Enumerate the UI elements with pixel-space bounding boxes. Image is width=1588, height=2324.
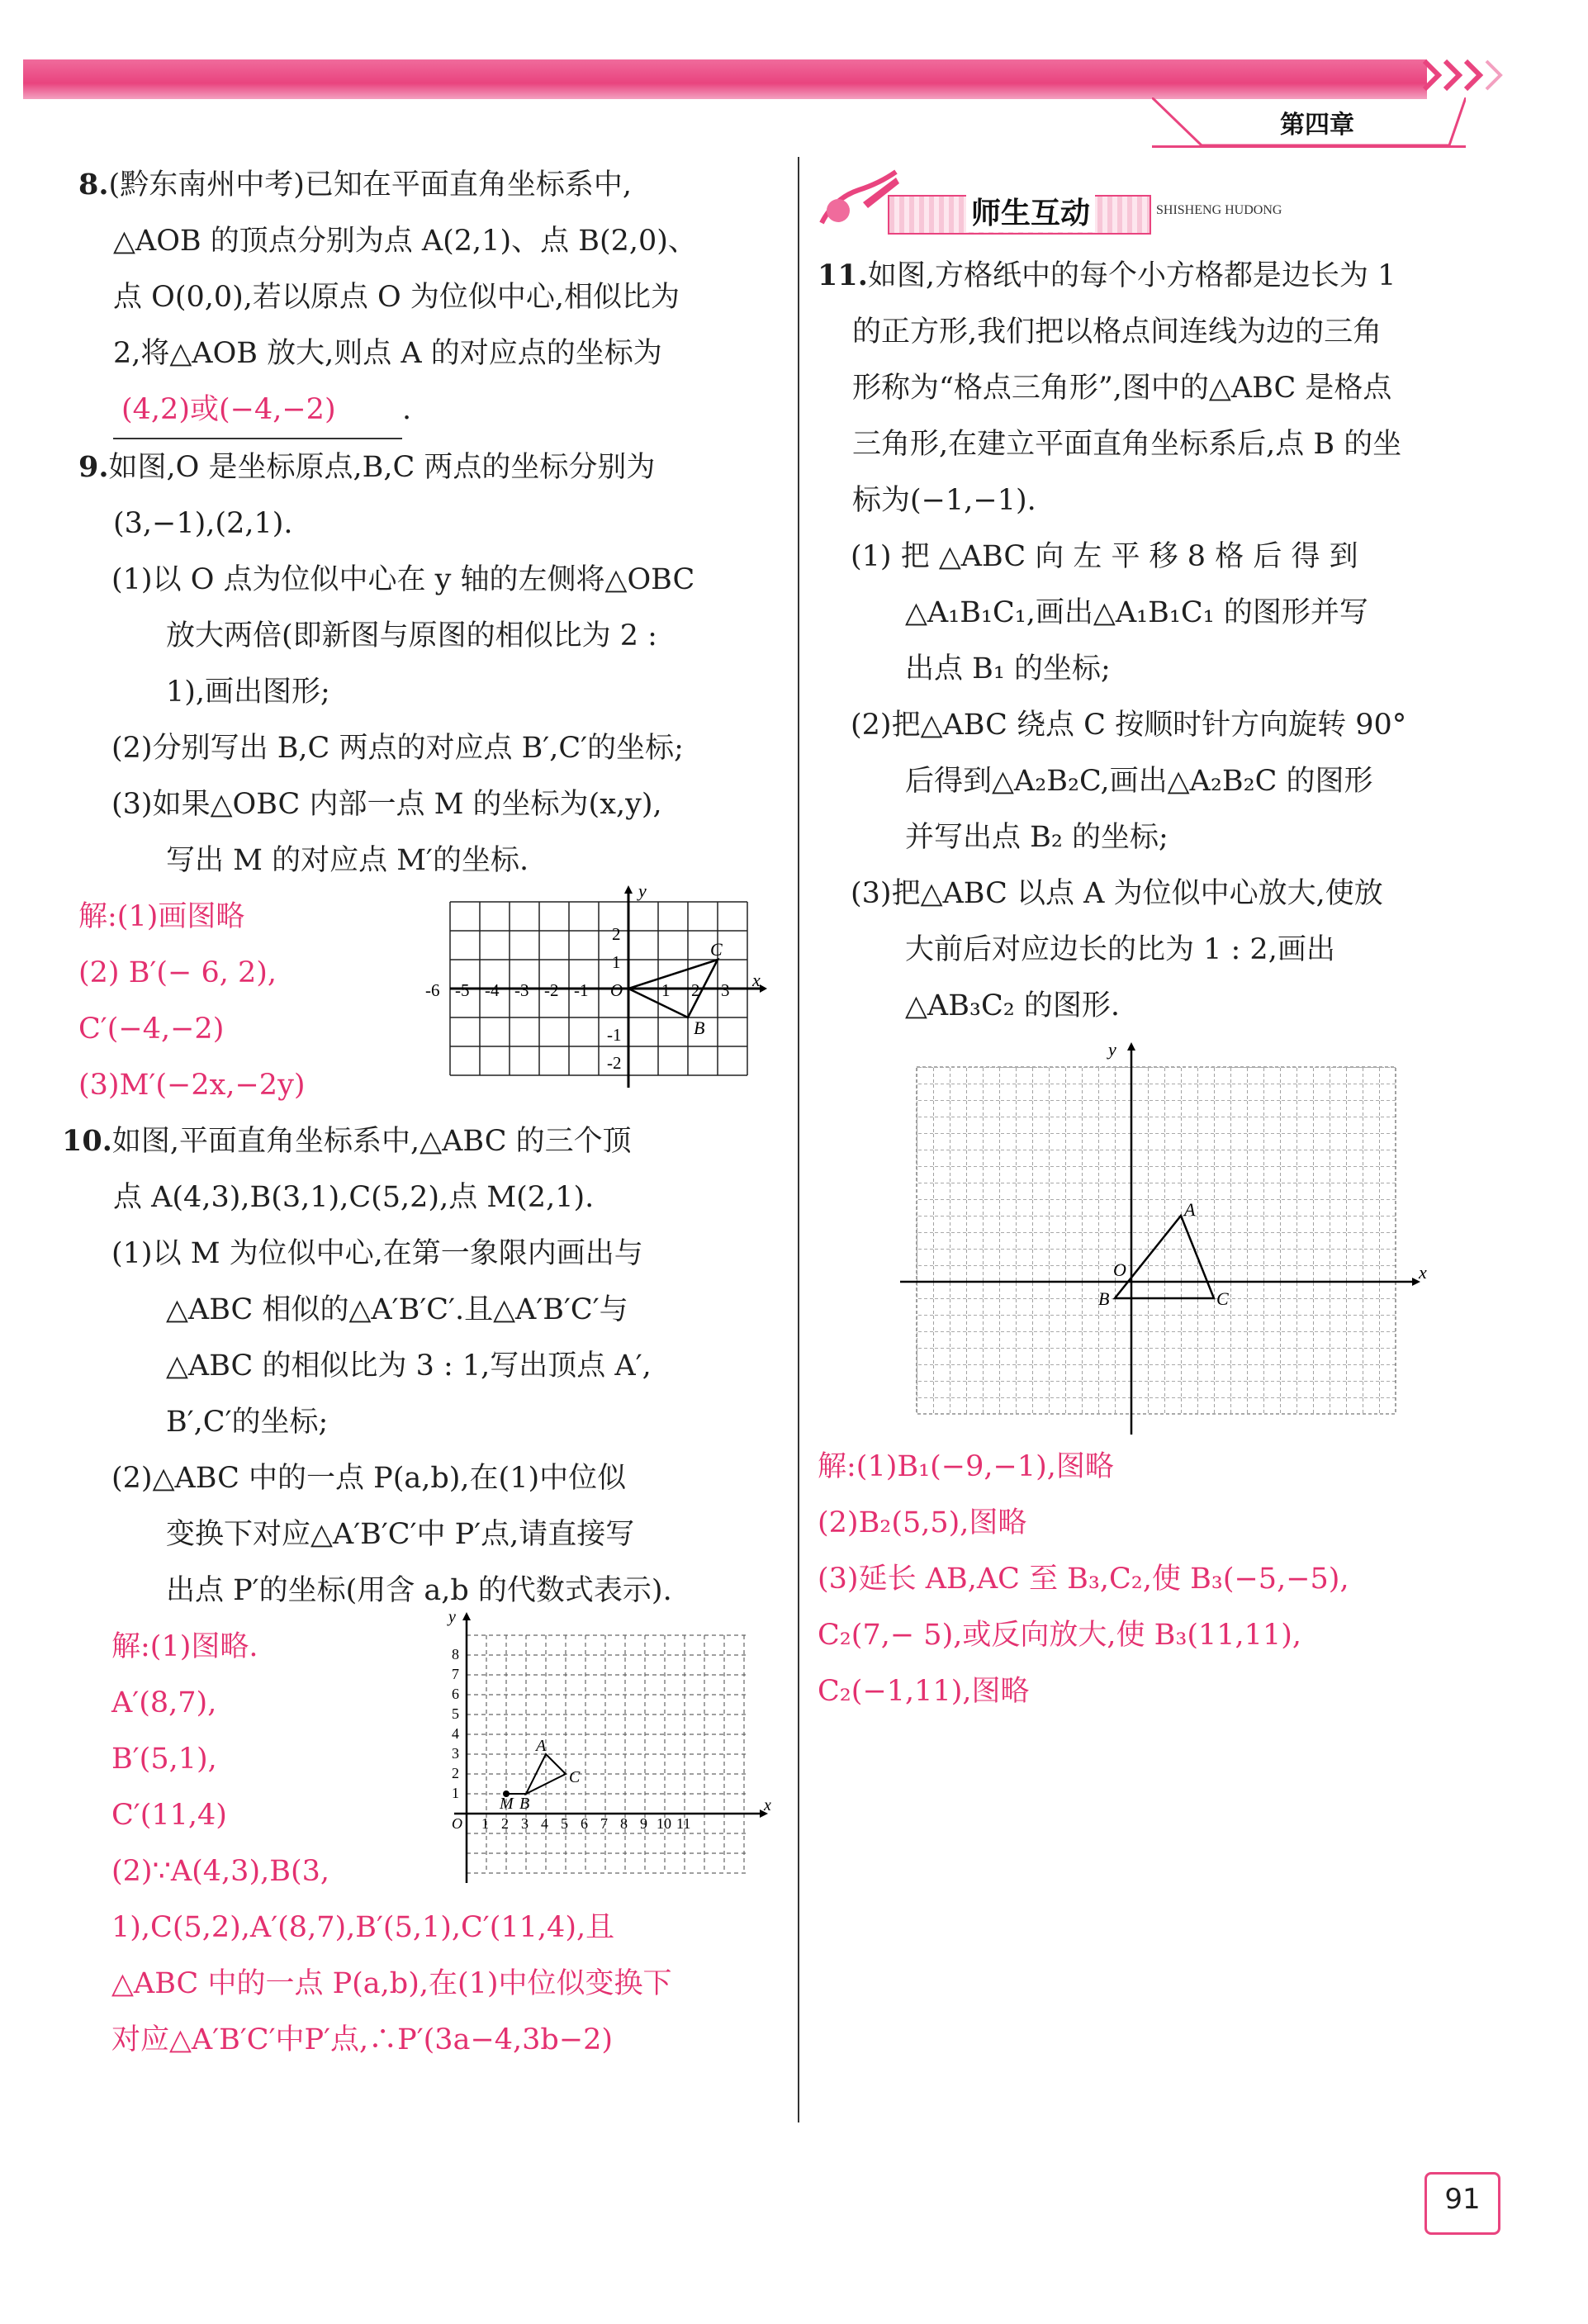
q9-number: 9.: [78, 450, 109, 484]
q9-xtick: -2: [544, 980, 559, 1000]
q10-xtick: 4: [541, 1815, 548, 1832]
q9-solution-4: (3)M′(−2x,−2y): [78, 1069, 306, 1102]
q9-part-3: (3)如果△OBC 内部一点 M 的坐标为(x,y),: [111, 788, 662, 821]
q9-solution-3: C′(−4,−2): [78, 1013, 225, 1046]
q9-xtick: 1: [661, 980, 671, 1000]
q11-part-1: (1) 把 △ABC 向 左 平 移 8 格 后 得 到: [851, 540, 1358, 573]
q8-line-3: 点 O(0,0),若以原点 O 为位似中心,相似比为: [113, 281, 680, 314]
q11-solution-5: C₂(−1,11),图略: [818, 1675, 1030, 1708]
q11-part-3: (3)把△ABC 以点 A 为位似中心放大,使放: [851, 877, 1383, 910]
q10-ytick: 8: [452, 1646, 459, 1662]
q10-ytick: 4: [452, 1725, 459, 1742]
q9-coordinate-graph: [425, 885, 772, 1108]
q10-ytick: 2: [452, 1765, 459, 1781]
q10-part-1-cont: △ABC 相似的△A′B′C′.且△A′B′C′与: [166, 1293, 628, 1326]
q10-solution-8: 对应△A′B′C′中P′点,∴P′(3a−4,3b−2): [111, 2023, 614, 2056]
q11-a-label: A: [1184, 1199, 1196, 1220]
right-column: [818, 248, 1507, 1719]
q8-answer: (4,2)或(−4,−2): [113, 382, 402, 439]
q10-coordinate-graph: [434, 1610, 780, 1891]
q10-a-label: A: [536, 1737, 547, 1755]
q10-xtick: 1: [481, 1815, 489, 1832]
q11-solution-1: 解:(1)B₁(−9,−1),图略: [818, 1450, 1114, 1483]
chapter-tab: [1152, 97, 1466, 148]
q9-part-3-cont: 写出 M 的对应点 M′的坐标.: [166, 844, 529, 877]
q10-part-1-cont2: △ABC 的相似比为 3 : 1,写出顶点 A′,: [166, 1349, 652, 1383]
q9-c-label: C: [710, 939, 723, 960]
header-band: [23, 59, 1427, 99]
q10-xtick: 11: [676, 1815, 691, 1832]
q8-number: 8.: [78, 168, 109, 202]
q9-part-2: (2)分别写出 B,C 两点的对应点 B′,C′的坐标;: [111, 732, 684, 765]
q11-x-label: x: [1419, 1262, 1427, 1283]
q9-ytick: 2: [612, 924, 621, 944]
q9-x-label: x: [752, 970, 761, 990]
section-banner: [813, 165, 1342, 240]
q11-y-label: y: [1108, 1042, 1116, 1060]
q8-answer-line: (4,2)或(−4,−2) .: [78, 382, 772, 439]
q10-solution-7: △ABC 中的一点 P(a,b),在(1)中位似变换下: [111, 1967, 672, 2000]
q10-part-2: (2)△ABC 中的一点 P(a,b),在(1)中位似: [111, 1462, 627, 1495]
q10-solution-4: C′(11,4): [111, 1799, 227, 1832]
q10-solution-3: B′(5,1),: [111, 1743, 217, 1776]
banner-title: 师生互动: [966, 190, 1095, 232]
q11-coordinate-graph: [900, 1042, 1445, 1439]
q10-line-1: 10.如图,平面直角坐标系中,△ABC 的三个顶: [62, 1124, 632, 1158]
q10-m-label: M: [500, 1795, 514, 1813]
q9-part-1-cont: 放大两倍(即新图与原图的相似比为 2 :: [166, 619, 657, 652]
page-number: 91: [1444, 2183, 1481, 2216]
q9-y-label: y: [638, 885, 647, 901]
q9-xtick: -5: [455, 980, 470, 1000]
q9-part-1: (1)以 O 点为位似中心在 y 轴的左侧将△OBC: [111, 563, 695, 596]
q9-line-1: 9.如图,O 是坐标原点,B,C 两点的坐标分别为: [78, 450, 656, 484]
q9-ytick: -1: [607, 1025, 622, 1045]
q10-part-1: (1)以 M 为位似中心,在第一象限内画出与: [111, 1237, 643, 1270]
q11-part-2: (2)把△ABC 绕点 C 按顺时针方向旋转 90°: [851, 709, 1407, 742]
q11-line-3: 形称为“格点三角形”,图中的△ABC 是格点: [852, 372, 1392, 405]
q10-xtick: 10: [657, 1815, 671, 1832]
question-8: [78, 157, 772, 439]
q10-xtick: 3: [521, 1815, 529, 1832]
q10-line-2: 点 A(4,3),B(3,1),C(5,2),点 M(2,1).: [113, 1181, 595, 1214]
q10-solution-2: A′(8,7),: [111, 1686, 217, 1719]
q11-solution-4: C₂(7,− 5),或反向放大,使 B₃(11,11),: [818, 1619, 1301, 1652]
q10-ytick: 7: [452, 1666, 459, 1682]
q10-y-label: y: [448, 1610, 456, 1626]
q11-part-1-cont2: 出点 B₁ 的坐标;: [905, 652, 1111, 685]
q9-solution-2: (2) B′(− 6, 2),: [78, 956, 277, 989]
q8-line-1: 8.(黔东南州中考)已知在平面直角坐标系中,: [78, 168, 632, 202]
q10-ytick: 1: [452, 1785, 459, 1801]
q9-xtick: 2: [691, 980, 700, 1000]
q10-xtick: 5: [561, 1815, 568, 1832]
q10-xtick: 7: [600, 1815, 608, 1832]
q9-part-1-cont2: 1),画出图形;: [166, 676, 330, 709]
q9-origin-label: O: [610, 980, 623, 1000]
question-9: [78, 439, 772, 1113]
left-column: [62, 157, 772, 2068]
q11-solution-2: (2)B₂(5,5),图略: [818, 1506, 1027, 1539]
q10-b-label: B: [519, 1795, 530, 1813]
q10-number: 10.: [62, 1124, 112, 1158]
q11-line-4: 三角形,在建立平面直角坐标系后,点 B 的坐: [852, 428, 1402, 461]
header-arrows-icon: [1420, 55, 1511, 96]
chapter-label: 第四章: [1280, 111, 1354, 140]
q10-xtick: 2: [501, 1815, 509, 1832]
q11-number: 11.: [818, 258, 868, 292]
q10-solution-block: [78, 1610, 772, 2068]
q11-line-1: 11.如图,方格纸中的每个小方格都是边长为 1: [818, 258, 1396, 292]
q10-xtick: 6: [581, 1815, 588, 1832]
q10-ytick: 6: [452, 1686, 459, 1702]
column-divider: [798, 157, 799, 2122]
q9-ytick: -2: [607, 1053, 622, 1073]
q9-xtick: -6: [425, 980, 440, 1000]
page-number-box: [1424, 2172, 1500, 2235]
q11-part-2-cont: 后得到△A₂B₂C,画出△A₂B₂C 的图形: [905, 765, 1373, 798]
q10-part-2-cont: 变换下对应△A′B′C′中 P′点,请直接写: [166, 1518, 635, 1551]
q10-part-1-cont3: B′,C′的坐标;: [166, 1406, 329, 1439]
q11-part-3-cont2: △AB₃C₂ 的图形.: [905, 989, 1121, 1022]
q10-x-label: x: [764, 1796, 771, 1814]
q11-solution-3: (3)延长 AB,AC 至 B₃,C₂,使 B₃(−5,−5),: [818, 1563, 1349, 1596]
question-11: [818, 248, 1507, 1719]
q10-ytick: 5: [452, 1705, 459, 1722]
q8-line-4: 2,将△AOB 放大,则点 A 的对应点的坐标为: [113, 337, 662, 370]
q11-origin-label: O: [1113, 1259, 1126, 1280]
q8-line-2: △AOB 的顶点分别为点 A(2,1)、点 B(2,0)、: [113, 225, 697, 258]
q10-ytick: 3: [452, 1745, 459, 1762]
q9-xtick: 3: [721, 980, 730, 1000]
banner-subtitle: SHISHENG HUDONG: [1156, 203, 1282, 217]
q9-line-2: (3,−1),(2,1).: [113, 507, 293, 540]
q9-solution-1: 解:(1)画图略: [78, 900, 245, 933]
q11-line-2: 的正方形,我们把以格点间连线为边的三角: [852, 315, 1382, 349]
q9-xtick: -1: [574, 980, 589, 1000]
question-10: [62, 1113, 772, 2068]
q10-origin-label: O: [452, 1815, 462, 1832]
q9-xtick: -4: [485, 980, 500, 1000]
q10-solution-5: (2)∵A(4,3),B(3,: [111, 1855, 329, 1888]
q10-solution-1: 解:(1)图略.: [111, 1630, 258, 1663]
q9-xtick: -3: [514, 980, 529, 1000]
q11-line-5: 标为(−1,−1).: [852, 484, 1036, 517]
q9-ytick: 1: [612, 952, 621, 972]
q10-part-2-cont2: 出点 P′的坐标(用含 a,b 的代数式表示).: [166, 1574, 672, 1607]
q9-solution-block: [78, 885, 772, 1113]
q10-solution-6: 1),C(5,2),A′(8,7),B′(5,1),C′(11,4),且: [111, 1911, 615, 1944]
q11-b-label: B: [1098, 1288, 1110, 1309]
q9-b-label: B: [694, 1017, 705, 1038]
q11-c-label: C: [1216, 1288, 1229, 1309]
q11-part-1-cont: △A₁B₁C₁,画出△A₁B₁C₁ 的图形并写: [905, 596, 1368, 629]
q11-part-2-cont2: 并写出点 B₂ 的坐标;: [905, 821, 1168, 854]
q10-xtick: 9: [640, 1815, 647, 1832]
q11-part-3-cont: 大前后对应边长的比为 1 : 2,画出: [905, 933, 1335, 966]
q10-xtick: 8: [620, 1815, 628, 1832]
q10-c-label: C: [569, 1768, 581, 1786]
